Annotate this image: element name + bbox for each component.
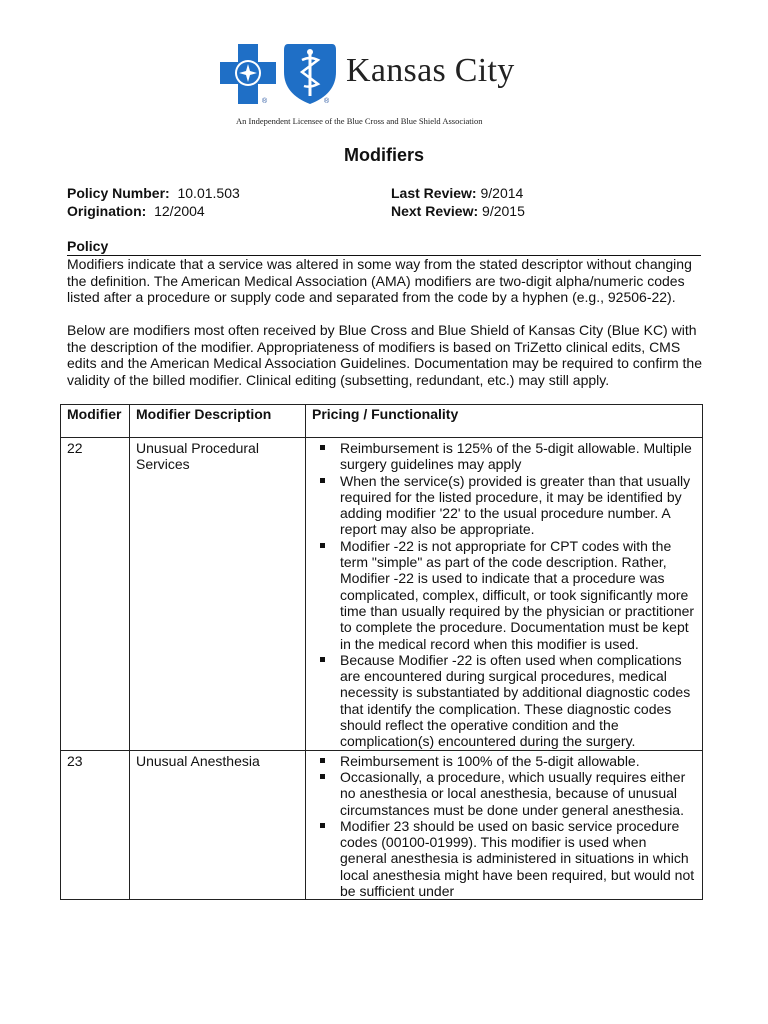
policy-paragraph-2: Below are modifiers most often received by Blue Cross and Blue Shield of Kansas City (Blue KC) with the description of the modifier. Appropriateness of modifiers is based on TriZetto clinical edits, CMS edits and the American Medical Association Guidelines. Documentation may be required to confirm the validity of the billed modifier. Clinical editing (subsetting, redundant, etc.) may still apply. bbox=[67, 322, 703, 388]
last-review-label: Last Review: bbox=[391, 185, 477, 201]
table-header-row bbox=[61, 405, 703, 438]
modifier-description: Unusual Procedural Services bbox=[130, 438, 306, 751]
policy-number-value: 10.01.503 bbox=[177, 185, 240, 201]
column-header-pricing: Pricing / Functionality bbox=[306, 405, 703, 438]
next-review-value: 9/2015 bbox=[482, 203, 525, 219]
origination-label: Origination: bbox=[67, 203, 147, 219]
next-review-label: Next Review: bbox=[391, 203, 479, 219]
registered-mark: ® bbox=[262, 98, 268, 105]
licensee-line: An Independent Licensee of the Blue Cross and Blue Shield Association bbox=[236, 116, 483, 126]
column-header-modifier: Modifier bbox=[61, 405, 130, 438]
bullet-item: Modifier 23 should be used on basic service procedure codes (00100-01999). This modifier is used when general anesthesia is administered in situations in which local anesthesia might have been required, but would not be sufficient under bbox=[312, 818, 696, 899]
pricing-cell bbox=[306, 438, 703, 751]
last-review-value: 9/2014 bbox=[480, 185, 524, 201]
modifier-description: Unusual Anesthesia bbox=[130, 750, 306, 900]
next-review bbox=[391, 203, 525, 219]
pricing-cell bbox=[306, 750, 703, 900]
pricing-bullets bbox=[312, 440, 696, 750]
logo-text: Kansas City bbox=[346, 52, 515, 89]
modifier-code: 23 bbox=[61, 750, 130, 900]
bullet-item: Occasionally, a procedure, which usually requires either no anesthesia or local anesthesia, because of unusual circumstances must be done under general anesthesia. bbox=[312, 769, 696, 818]
origination-value: 12/2004 bbox=[154, 203, 205, 219]
bullet-item: Because Modifier -22 is often used when complications are encountered during surgical procedures, medical necessity is substantiated by additional diagnostic codes that identify the complication. These diagnostic codes should reflect the operative condition and the complication(s) encountered during the surgery. bbox=[312, 652, 696, 750]
origination bbox=[67, 203, 205, 219]
policy-number bbox=[67, 185, 240, 201]
registered-mark: ® bbox=[324, 98, 330, 105]
policy-paragraph-1: Modifiers indicate that a service was altered in some way from the stated descriptor without changing the definition. The American Medical Association (AMA) modifiers are two-digit alpha/numeric codes listed after a procedure or supply code and separated from the code by a hyphen (e.g., 92506-22). bbox=[67, 256, 692, 305]
bullet-item: Modifier -22 is not appropriate for CPT codes with the term "simple" as part of the code description. Rather, Modifier -22 is used to indicate that a procedure was complicated, complex, difficult, or took significantly more time than usually required by the physician or practitioner to complete the procedure. Documentation must be kept in the medical record when this modifier is used. bbox=[312, 538, 696, 652]
table-row bbox=[61, 750, 703, 900]
bullet-item: Reimbursement is 125% of the 5-digit allowable. Multiple surgery guidelines may apply bbox=[312, 440, 696, 473]
bullet-item: When the service(s) provided is greater than that usually required for the listed procedure, it may be identified by adding modifier '22' to the usual procedure number. A report may also be appropriate. bbox=[312, 473, 696, 538]
page-bottom-margin bbox=[60, 960, 703, 1024]
blue-shield-icon bbox=[280, 42, 340, 106]
modifier-code: 22 bbox=[61, 438, 130, 751]
page-title: Modifiers bbox=[343, 145, 424, 165]
column-header-description: Modifier Description bbox=[130, 405, 306, 438]
bullet-item: Reimbursement is 100% of the 5-digit allowable. bbox=[312, 753, 696, 769]
policy-heading: Policy bbox=[67, 238, 701, 256]
blue-cross-icon bbox=[218, 42, 278, 106]
table-row bbox=[61, 438, 703, 751]
last-review bbox=[391, 185, 523, 201]
modifiers-table bbox=[60, 404, 703, 900]
pricing-bullets bbox=[312, 753, 696, 900]
policy-number-label: Policy Number: bbox=[67, 185, 170, 201]
